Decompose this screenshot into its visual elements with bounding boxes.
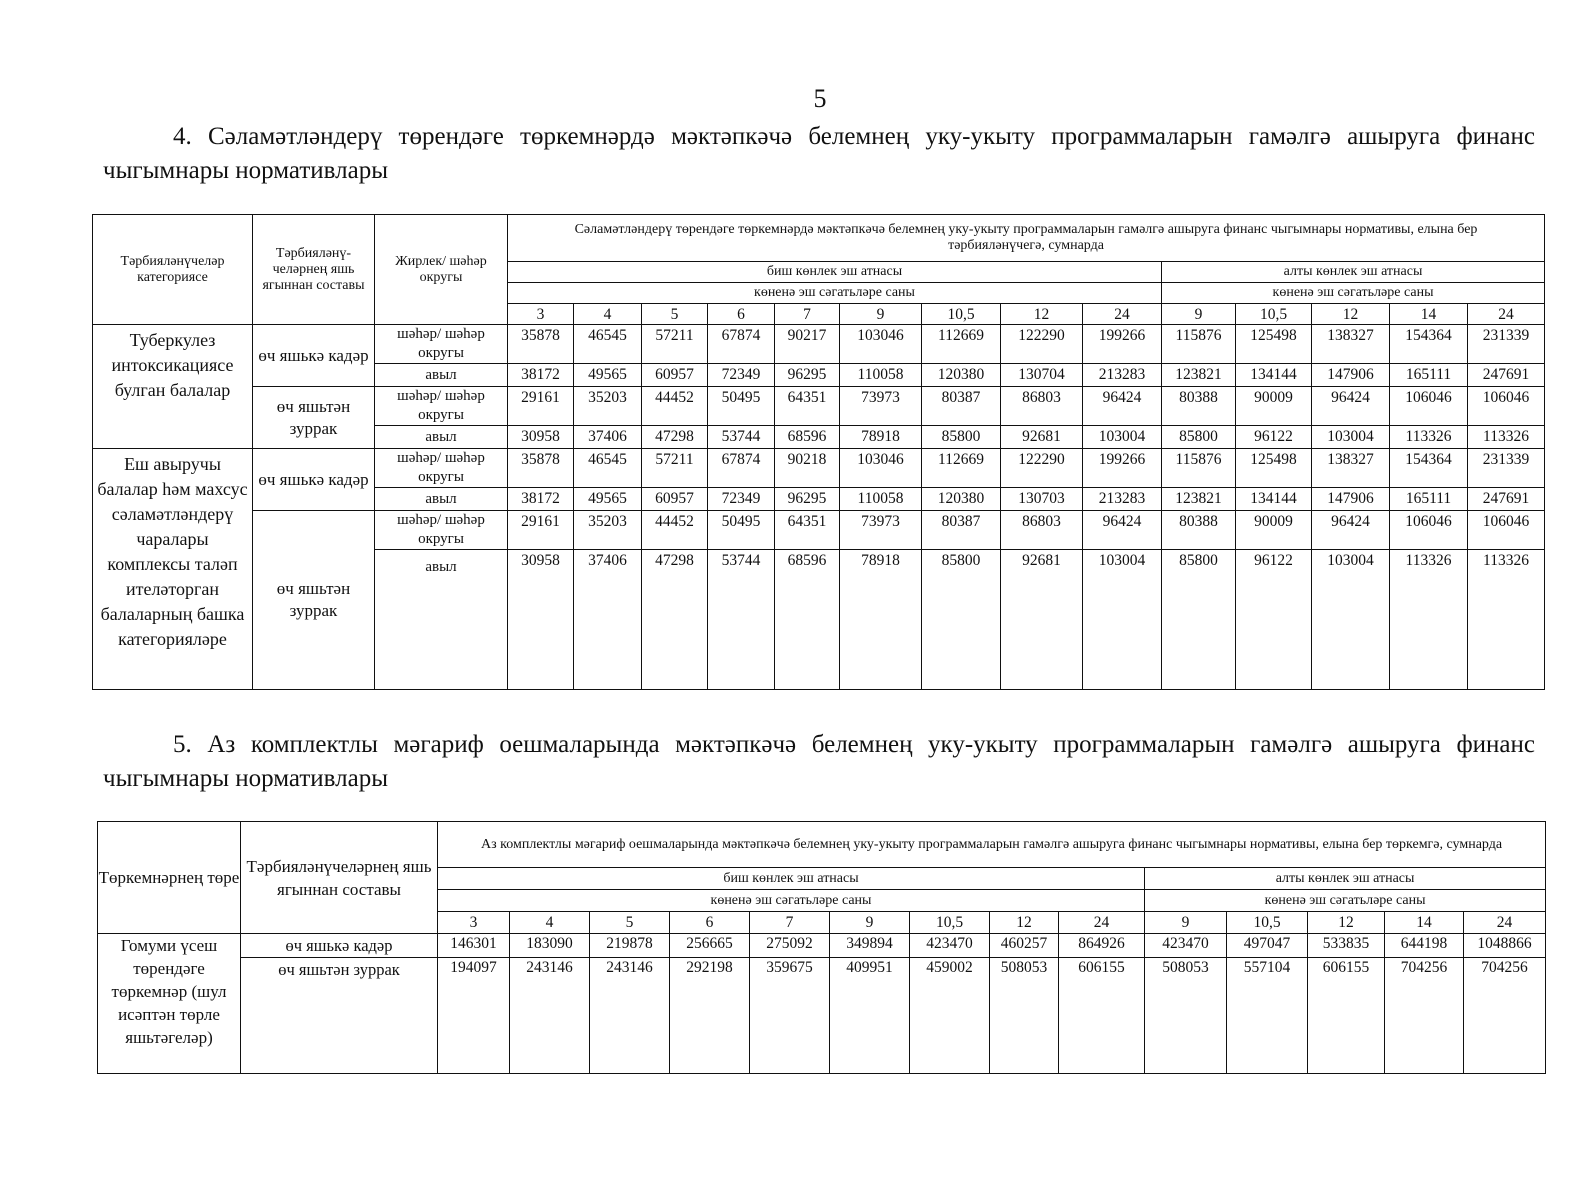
- value-cell: 46545: [574, 325, 642, 364]
- age-cell: өч яшькә кадәр: [241, 934, 438, 958]
- area-cell: авыл: [375, 550, 508, 690]
- value-cell: 85800: [1162, 426, 1236, 449]
- value-cell: 704256: [1385, 958, 1464, 1074]
- value-cell: 231339: [1468, 325, 1545, 364]
- value-cell: 423470: [910, 934, 990, 958]
- value-cell: 213283: [1083, 488, 1162, 511]
- value-cell: 497047: [1227, 934, 1308, 958]
- table-row: [93, 511, 1545, 550]
- value-cell: 73973: [840, 511, 922, 550]
- section-4-heading-line-1: 4. Сәламәтләндерү төрендәге төркемнәрдә мәктәпкәчә белемнең уку-укыту программаларын гамәлгә ашыруга финанс: [173, 123, 1535, 150]
- value-cell: 50495: [708, 387, 775, 426]
- value-cell: 219878: [590, 934, 670, 958]
- value-cell: 80387: [922, 511, 1001, 550]
- value-cell: 85800: [922, 426, 1001, 449]
- value-cell: 85800: [1162, 550, 1236, 690]
- hours-column-header: 24: [1464, 912, 1546, 934]
- value-cell: 35203: [574, 511, 642, 550]
- value-cell: 37406: [574, 426, 642, 449]
- value-cell: 96122: [1236, 426, 1312, 449]
- hours-column-header: 10,5: [910, 912, 990, 934]
- header-age: Тәрбияләнү-челәрнең яшь ягыннан составы: [253, 215, 375, 325]
- section-5-table: [97, 821, 1546, 1074]
- header-area: Жирлек/ шәһәр округы: [375, 215, 508, 325]
- value-cell: 72349: [708, 488, 775, 511]
- value-cell: 38172: [508, 488, 574, 511]
- value-cell: 349894: [830, 934, 910, 958]
- value-cell: 508053: [1145, 958, 1227, 1074]
- value-cell: 103004: [1083, 550, 1162, 690]
- value-cell: 113326: [1468, 426, 1545, 449]
- value-cell: 359675: [750, 958, 830, 1074]
- hours-column-header: 10,5: [1236, 304, 1312, 325]
- value-cell: 112669: [922, 449, 1001, 488]
- value-cell: 50495: [708, 511, 775, 550]
- value-cell: 64351: [775, 511, 840, 550]
- value-cell: 106046: [1468, 511, 1545, 550]
- group-type-cell: Гомуми үсеш төрендәге төркемнәр (шул исәптән төрле яшьтәгеләр): [98, 934, 241, 1074]
- section-4-table: [92, 214, 1545, 690]
- value-cell: 199266: [1083, 325, 1162, 364]
- value-cell: 110058: [840, 364, 922, 387]
- area-cell: шәһәр/ шәһәр округы: [375, 511, 508, 550]
- value-cell: 44452: [642, 387, 708, 426]
- value-cell: 72349: [708, 364, 775, 387]
- value-cell: 73973: [840, 387, 922, 426]
- value-cell: 49565: [574, 364, 642, 387]
- header-six-day-week: алты көнлек эш атнасы: [1162, 262, 1545, 283]
- value-cell: 37406: [574, 550, 642, 690]
- value-cell: 53744: [708, 550, 775, 690]
- value-cell: 125498: [1236, 449, 1312, 488]
- hours-column-header: 7: [775, 304, 840, 325]
- value-cell: 96424: [1312, 511, 1390, 550]
- header-six-day-week: алты көнлек эш атнасы: [1145, 868, 1546, 890]
- value-cell: 123821: [1162, 364, 1236, 387]
- value-cell: 53744: [708, 426, 775, 449]
- age-cell: өч яшьтән зуррак: [241, 958, 438, 1074]
- value-cell: 154364: [1390, 449, 1468, 488]
- hours-column-header: 5: [642, 304, 708, 325]
- value-cell: 96295: [775, 364, 840, 387]
- value-cell: 122290: [1001, 449, 1083, 488]
- section-4-heading-line-2: чыгымнары нормативлары: [103, 157, 389, 184]
- value-cell: 96424: [1312, 387, 1390, 426]
- value-cell: 29161: [508, 511, 574, 550]
- value-cell: 96424: [1083, 387, 1162, 426]
- value-cell: 35203: [574, 387, 642, 426]
- value-cell: 110058: [840, 488, 922, 511]
- header-hours-label-five: көненә эш сәгатьләре саны: [508, 283, 1162, 304]
- category-cell: Туберкулез интоксикациясе булган балалар: [93, 325, 253, 449]
- value-cell: 90009: [1236, 511, 1312, 550]
- value-cell: 92681: [1001, 426, 1083, 449]
- header-age: Тәрбияләнүчеләрнең яшь ягыннан составы: [241, 822, 438, 934]
- area-cell: авыл: [375, 426, 508, 449]
- value-cell: 123821: [1162, 488, 1236, 511]
- section-4-heading: [103, 120, 1535, 188]
- header-hours-label-six: көненә эш сәгатьләре саны: [1145, 890, 1546, 912]
- value-cell: 704256: [1464, 958, 1546, 1074]
- value-cell: 147906: [1312, 488, 1390, 511]
- value-cell: 256665: [670, 934, 750, 958]
- value-cell: 86803: [1001, 387, 1083, 426]
- value-cell: 106046: [1390, 387, 1468, 426]
- value-cell: 78918: [840, 426, 922, 449]
- header-category: Тәрбияләнүчеләр категориясе: [93, 215, 253, 325]
- value-cell: 125498: [1236, 325, 1312, 364]
- hours-column-header: 12: [1308, 912, 1385, 934]
- hours-column-header: 12: [1001, 304, 1083, 325]
- hours-column-header: 9: [1145, 912, 1227, 934]
- age-cell: өч яшькә кадәр: [253, 449, 375, 511]
- hours-column-header: 4: [574, 304, 642, 325]
- value-cell: 409951: [830, 958, 910, 1074]
- hours-column-header: 14: [1390, 304, 1468, 325]
- table-row: [93, 387, 1545, 426]
- value-cell: 112669: [922, 325, 1001, 364]
- hours-column-header: 10,5: [1227, 912, 1308, 934]
- value-cell: 275092: [750, 934, 830, 958]
- section-5-heading-line-2: чыгымнары нормативлары: [103, 765, 389, 792]
- value-cell: 67874: [708, 449, 775, 488]
- value-cell: 103046: [840, 449, 922, 488]
- value-cell: 459002: [910, 958, 990, 1074]
- age-cell: өч яшьтән зуррак: [253, 511, 375, 690]
- value-cell: 213283: [1083, 364, 1162, 387]
- hours-column-header: 24: [1083, 304, 1162, 325]
- value-cell: 243146: [590, 958, 670, 1074]
- table-row: [93, 449, 1545, 488]
- hours-column-header: 4: [510, 912, 590, 934]
- header-main: Сәламәтләндерү төрендәге төркемнәрдә мәктәпкәчә белемнең уку-укыту программаларын гамәлгә ашыруга финанс чыгымнары нормативы, елына бер тәрбияләнүчегә, сумнарда: [508, 215, 1545, 262]
- value-cell: 57211: [642, 449, 708, 488]
- value-cell: 165111: [1390, 488, 1468, 511]
- value-cell: 120380: [922, 488, 1001, 511]
- value-cell: 606155: [1059, 958, 1145, 1074]
- hours-column-header: 9: [840, 304, 922, 325]
- header-five-day-week: биш көнлек эш атнасы: [508, 262, 1162, 283]
- value-cell: 154364: [1390, 325, 1468, 364]
- value-cell: 120380: [922, 364, 1001, 387]
- value-cell: 67874: [708, 325, 775, 364]
- value-cell: 64351: [775, 387, 840, 426]
- value-cell: 199266: [1083, 449, 1162, 488]
- value-cell: 96295: [775, 488, 840, 511]
- header-hours-label-six: көненә эш сәгатьләре саны: [1162, 283, 1545, 304]
- value-cell: 106046: [1468, 387, 1545, 426]
- area-cell: авыл: [375, 364, 508, 387]
- value-cell: 35878: [508, 449, 574, 488]
- header-hours-label-five: көненә эш сәгатьләре саны: [438, 890, 1145, 912]
- value-cell: 103004: [1083, 426, 1162, 449]
- value-cell: 80388: [1162, 387, 1236, 426]
- value-cell: 122290: [1001, 325, 1083, 364]
- value-cell: 423470: [1145, 934, 1227, 958]
- value-cell: 96122: [1236, 550, 1312, 690]
- table-row: [93, 325, 1545, 364]
- value-cell: 47298: [642, 550, 708, 690]
- header-group-type: Төркемнәрнең төре: [98, 822, 241, 934]
- header-five-day-week: биш көнлек эш атнасы: [438, 868, 1145, 890]
- value-cell: 30958: [508, 550, 574, 690]
- value-cell: 90218: [775, 449, 840, 488]
- value-cell: 49565: [574, 488, 642, 511]
- value-cell: 147906: [1312, 364, 1390, 387]
- area-cell: шәһәр/ шәһәр округы: [375, 387, 508, 426]
- value-cell: 90217: [775, 325, 840, 364]
- value-cell: 103046: [840, 325, 922, 364]
- value-cell: 130703: [1001, 488, 1083, 511]
- age-cell: өч яшьтән зуррак: [253, 387, 375, 449]
- category-cell: Еш авыручы балалар һәм махсус сәламәтләндерү чаралары комплексы таләп ителәторган балаларның башка категорияләре: [93, 449, 253, 690]
- hours-column-header: 6: [708, 304, 775, 325]
- hours-column-header: 3: [438, 912, 510, 934]
- value-cell: 165111: [1390, 364, 1468, 387]
- area-cell: шәһәр/ шәһәр округы: [375, 325, 508, 364]
- value-cell: 113326: [1390, 426, 1468, 449]
- value-cell: 86803: [1001, 511, 1083, 550]
- value-cell: 183090: [510, 934, 590, 958]
- value-cell: 557104: [1227, 958, 1308, 1074]
- value-cell: 138327: [1312, 325, 1390, 364]
- value-cell: 134144: [1236, 364, 1312, 387]
- value-cell: 115876: [1162, 325, 1236, 364]
- value-cell: 644198: [1385, 934, 1464, 958]
- header-main: Аз комплектлы мәгариф оешмаларында мәктәпкәчә белемнең уку-укыту программаларын гамәлгә ашыруга финанс чыгымнары нормативы, елына бер төркемгә, сумнарда: [438, 822, 1546, 868]
- value-cell: 247691: [1468, 364, 1545, 387]
- value-cell: 130704: [1001, 364, 1083, 387]
- value-cell: 460257: [990, 934, 1059, 958]
- value-cell: 194097: [438, 958, 510, 1074]
- value-cell: 68596: [775, 550, 840, 690]
- value-cell: 96424: [1083, 511, 1162, 550]
- age-cell: өч яшькә кадәр: [253, 325, 375, 387]
- value-cell: 533835: [1308, 934, 1385, 958]
- value-cell: 508053: [990, 958, 1059, 1074]
- value-cell: 1048866: [1464, 934, 1546, 958]
- value-cell: 292198: [670, 958, 750, 1074]
- area-cell: шәһәр/ шәһәр округы: [375, 449, 508, 488]
- page-number: 5: [813, 84, 827, 113]
- hours-column-header: 9: [1162, 304, 1236, 325]
- value-cell: 60957: [642, 488, 708, 511]
- value-cell: 231339: [1468, 449, 1545, 488]
- hours-column-header: 7: [750, 912, 830, 934]
- value-cell: 44452: [642, 511, 708, 550]
- value-cell: 78918: [840, 550, 922, 690]
- value-cell: 606155: [1308, 958, 1385, 1074]
- value-cell: 46545: [574, 449, 642, 488]
- hours-column-header: 14: [1385, 912, 1464, 934]
- value-cell: 85800: [922, 550, 1001, 690]
- value-cell: 80388: [1162, 511, 1236, 550]
- value-cell: 30958: [508, 426, 574, 449]
- table-row: [98, 958, 1546, 1074]
- section-5-heading: [103, 728, 1535, 796]
- value-cell: 57211: [642, 325, 708, 364]
- hours-column-header: 5: [590, 912, 670, 934]
- value-cell: 35878: [508, 325, 574, 364]
- value-cell: 92681: [1001, 550, 1083, 690]
- hours-column-header: 6: [670, 912, 750, 934]
- value-cell: 115876: [1162, 449, 1236, 488]
- value-cell: 138327: [1312, 449, 1390, 488]
- hours-column-header: 9: [830, 912, 910, 934]
- value-cell: 113326: [1390, 550, 1468, 690]
- value-cell: 247691: [1468, 488, 1545, 511]
- value-cell: 38172: [508, 364, 574, 387]
- area-cell: авыл: [375, 488, 508, 511]
- hours-column-header: 24: [1059, 912, 1145, 934]
- value-cell: 60957: [642, 364, 708, 387]
- hours-column-header: 12: [1312, 304, 1390, 325]
- value-cell: 47298: [642, 426, 708, 449]
- hours-column-header: 10,5: [922, 304, 1001, 325]
- section-5-heading-line-1: 5. Аз комплектлы мәгариф оешмаларында мәктәпкәчә белемнең уку-укыту программаларын гамәлгә ашыруга финанс: [173, 731, 1535, 758]
- value-cell: 113326: [1468, 550, 1545, 690]
- value-cell: 103004: [1312, 550, 1390, 690]
- value-cell: 90009: [1236, 387, 1312, 426]
- value-cell: 864926: [1059, 934, 1145, 958]
- value-cell: 134144: [1236, 488, 1312, 511]
- table-row: [98, 934, 1546, 958]
- value-cell: 103004: [1312, 426, 1390, 449]
- value-cell: 68596: [775, 426, 840, 449]
- value-cell: 29161: [508, 387, 574, 426]
- hours-column-header: 12: [990, 912, 1059, 934]
- value-cell: 106046: [1390, 511, 1468, 550]
- hours-column-header: 24: [1468, 304, 1545, 325]
- value-cell: 80387: [922, 387, 1001, 426]
- hours-column-header: 3: [508, 304, 574, 325]
- value-cell: 243146: [510, 958, 590, 1074]
- value-cell: 146301: [438, 934, 510, 958]
